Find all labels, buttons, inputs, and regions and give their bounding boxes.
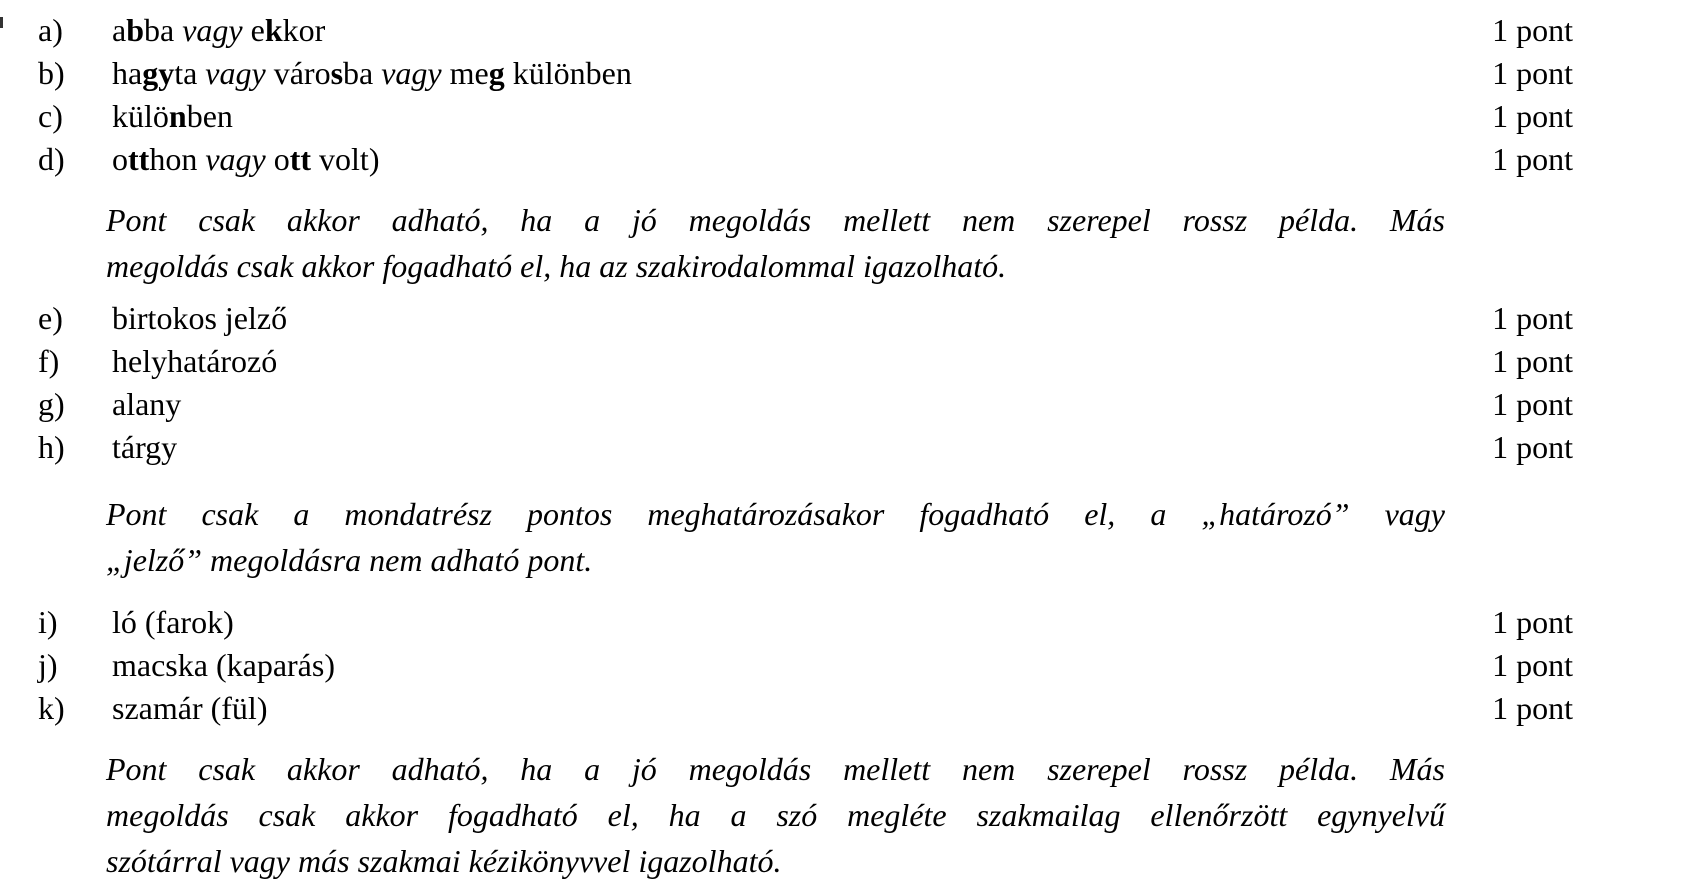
answer-text-run: o	[112, 141, 128, 177]
answer-text-run: külö	[112, 98, 169, 134]
answer-text-run: különben	[504, 55, 632, 91]
answer-text-run: vagy	[205, 141, 266, 177]
answer-items-i-k	[0, 601, 1684, 730]
item-answer-text	[112, 297, 287, 340]
answer-text-run: tt	[128, 141, 150, 177]
item-answer-text	[112, 687, 267, 730]
item-label: h)	[38, 429, 65, 465]
answer-text-run: macska (kaparás)	[112, 647, 335, 683]
scoring-note-2	[106, 491, 1445, 583]
answer-text-run: volt)	[311, 141, 380, 177]
item-label: j)	[38, 647, 58, 683]
left-edge-crop-artifact	[0, 17, 3, 28]
item-label: k)	[38, 690, 65, 726]
answer-text-run: ló (farok)	[112, 604, 234, 640]
item-label: a)	[38, 12, 63, 48]
scoring-note-3	[106, 746, 1445, 884]
answer-items-e-h	[0, 297, 1684, 469]
scoring-note-1	[106, 197, 1445, 289]
note-line: megoldás csak akkor fogadható el, ha a szó megléte szakmailag ellenőrzött egynyelvű	[106, 797, 1445, 833]
item-answer-text	[112, 601, 234, 644]
answer-text-run: kor	[282, 12, 326, 48]
item-label: b)	[38, 55, 65, 91]
note-line: Pont csak a mondatrész pontos meghatározásakor fogadható el, a „határozó” vagy	[106, 496, 1445, 532]
note-line: Pont csak akkor adható, ha a jó megoldás mellett nem szerepel rossz példa. Más	[106, 202, 1445, 238]
answer-text-run: tt	[289, 141, 312, 177]
answer-text-run: ben	[186, 98, 233, 134]
answer-text-run: k	[264, 12, 283, 48]
note-line: megoldás csak akkor fogadható el, ha az szakirodalommal igazolható.	[106, 248, 1007, 284]
item-label: f)	[38, 343, 60, 379]
item-points: 1 pont	[1492, 647, 1573, 683]
answer-row	[0, 297, 1573, 340]
item-label: g)	[38, 386, 65, 422]
item-points: 1 pont	[1492, 343, 1573, 379]
answer-row	[0, 601, 1573, 644]
item-label: e)	[38, 300, 63, 336]
item-points: 1 pont	[1492, 690, 1573, 726]
answer-text-run: o	[265, 141, 290, 177]
item-points: 1 pont	[1492, 98, 1573, 134]
answer-row	[0, 52, 1573, 95]
item-answer-text	[112, 383, 181, 426]
answer-row	[0, 426, 1573, 469]
answer-text-run: ba	[343, 55, 382, 91]
answer-text-run: s	[330, 55, 344, 91]
answer-row	[0, 687, 1573, 730]
answer-text-run: gy	[142, 55, 175, 91]
answer-text-run: me	[441, 55, 489, 91]
item-answer-text	[112, 138, 379, 181]
answer-row	[0, 644, 1573, 687]
answer-text-run: birtokos jelző	[112, 300, 288, 336]
item-answer-text	[112, 95, 233, 138]
answer-text-run: b	[126, 12, 144, 48]
answer-text-run: e	[242, 12, 265, 48]
item-points: 1 pont	[1492, 55, 1573, 91]
answer-row	[0, 95, 1573, 138]
answer-text-run: a	[112, 12, 127, 48]
item-answer-text	[112, 426, 177, 469]
note-line: „jelző” megoldásra nem adható pont.	[106, 542, 593, 578]
item-answer-text	[112, 340, 277, 383]
item-label: c)	[38, 98, 63, 134]
answer-text-run: helyhatározó	[112, 343, 278, 379]
answer-text-run: hon	[149, 141, 206, 177]
item-answer-text	[112, 52, 632, 95]
answer-text-run: váro	[265, 55, 331, 91]
item-label: d)	[38, 141, 65, 177]
item-points: 1 pont	[1492, 12, 1573, 48]
answer-text-run: n	[168, 98, 187, 134]
answer-text-run: vagy	[381, 55, 442, 91]
answer-row	[0, 9, 1573, 52]
item-label: i)	[38, 604, 58, 640]
answer-text-run: ha	[112, 55, 143, 91]
answer-text-run: szamár (fül)	[112, 690, 268, 726]
item-points: 1 pont	[1492, 141, 1573, 177]
item-answer-text	[112, 644, 335, 687]
note-line: Pont csak akkor adható, ha a jó megoldás mellett nem szerepel rossz példa. Más	[106, 751, 1445, 787]
answer-row	[0, 340, 1573, 383]
item-points: 1 pont	[1492, 300, 1573, 336]
answer-text-run: ta	[174, 55, 206, 91]
answer-text-run: vagy	[205, 55, 266, 91]
item-answer-text	[112, 9, 325, 52]
answer-text-run: tárgy	[112, 429, 178, 465]
answer-text-run: vagy	[182, 12, 243, 48]
item-points: 1 pont	[1492, 386, 1573, 422]
answer-text-run: alany	[112, 386, 182, 422]
item-points: 1 pont	[1492, 429, 1573, 465]
answer-text-run: ba	[144, 12, 183, 48]
answer-row	[0, 138, 1573, 181]
answer-text-run: g	[488, 55, 505, 91]
item-points: 1 pont	[1492, 604, 1573, 640]
answer-row	[0, 383, 1573, 426]
answer-items-a-d	[0, 9, 1684, 181]
note-line: szótárral vagy más szakmai kézikönyvvel igazolható.	[106, 843, 782, 879]
